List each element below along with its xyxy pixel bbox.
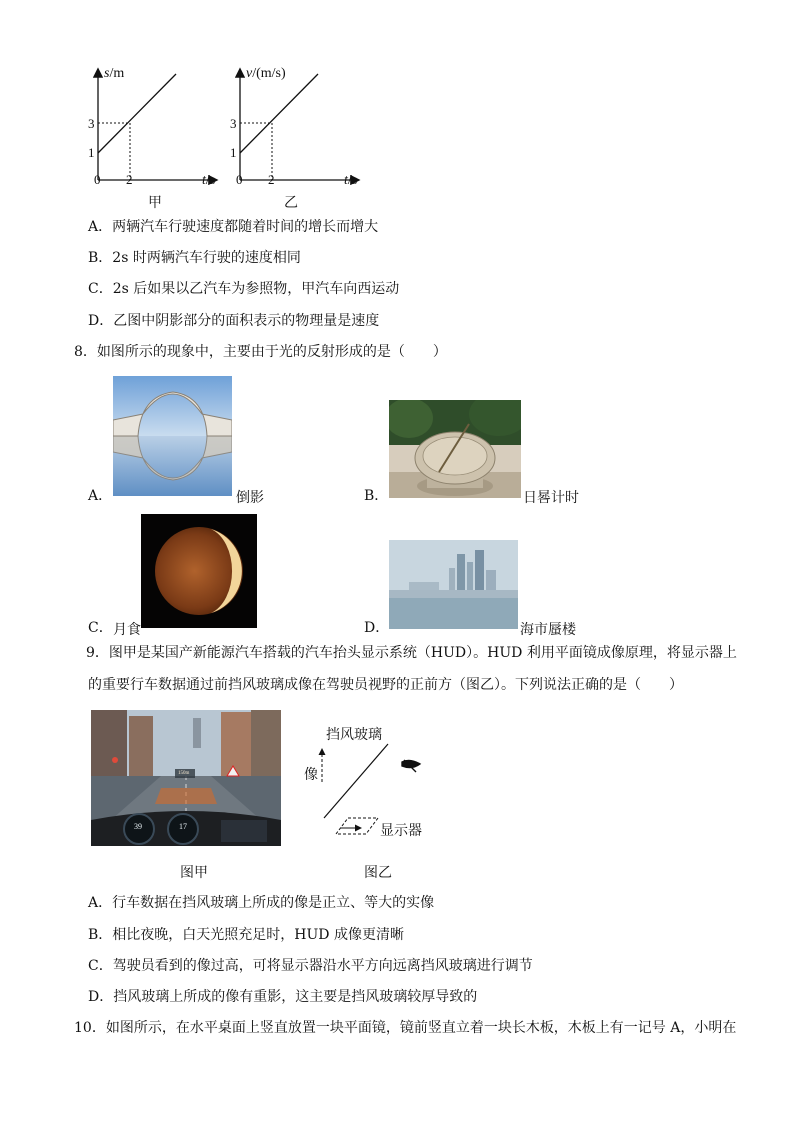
fig-yi-caption: 图乙 xyxy=(364,865,392,881)
q7-option-c: C．2s 后如果以乙汽车为参照物，甲汽车向西运动 xyxy=(88,281,400,297)
q8-a-label: 倒影 xyxy=(236,490,264,506)
q7-option-d: D．乙图中阴影部分的面积表示的物理量是速度 xyxy=(88,313,380,329)
diagram-windshield-label: 挡风玻璃 xyxy=(326,727,382,743)
q8-d-letter: D． xyxy=(364,620,390,636)
q10-stem: 10．如图所示，在水平桌面上竖直放置一块平面镜，镜前竖直立着一块长木板，木板上有一记号 A，小明在 xyxy=(74,1020,737,1036)
q7-option-a: A．两辆汽车行驶速度都随着时间的增长而增大 xyxy=(88,219,379,235)
q8-b-letter: B． xyxy=(364,488,389,504)
graph-line xyxy=(240,74,318,153)
q8-b-label: 日晷计时 xyxy=(523,490,579,506)
diagram-image-label: 像 xyxy=(304,767,318,783)
q8-c-letter: C． xyxy=(88,620,113,636)
q9-stem-line1: 9．图甲是某国产新能源汽车搭载的汽车抬头显示系统（HUD）。HUD 利用平面镜成像原理，将显示器上 xyxy=(86,645,737,661)
graph-jia-tick-1: 1 xyxy=(88,145,95,160)
graph-yi-tick-2: 2 xyxy=(268,172,275,187)
graph-jia-ylabel: s/m xyxy=(104,66,125,81)
graph-line xyxy=(98,74,176,153)
graph-jia-xlabel: t/s xyxy=(202,173,216,188)
graph-yi-tick-0: 0 xyxy=(236,172,243,187)
graph-jia-tick-3: 3 xyxy=(88,116,95,131)
graph-jia-caption: 甲 xyxy=(148,195,162,211)
q8-a-letter: A． xyxy=(88,488,113,504)
q9-option-d: D．挡风玻璃上所成的像有重影，这主要是挡风玻璃较厚导致的 xyxy=(88,989,478,1005)
q9-option-c: C．驾驶员看到的像过高，可将显示器沿水平方向远离挡风玻璃进行调节 xyxy=(88,958,533,974)
sundial-image xyxy=(389,400,521,498)
lunar-eclipse-image xyxy=(141,514,257,628)
display-outline xyxy=(336,818,378,834)
q9-stem-line2: 的重要行车数据通过前挡风玻璃成像在驾驶员视野的正前方（图乙）。下列说法正确的是（ ） xyxy=(88,677,683,693)
q8-d-label: 海市蜃楼 xyxy=(520,622,576,638)
graph-yi-xlabel: t/s xyxy=(344,173,358,188)
diagram-display-label: 显示器 xyxy=(380,823,422,839)
bridge-reflection-image xyxy=(113,376,232,496)
graph-yi xyxy=(222,62,372,212)
graph-jia-tick-0: 0 xyxy=(94,172,101,187)
hud-speed: 39 xyxy=(134,822,142,831)
graph-yi-tick-1: 1 xyxy=(230,145,237,160)
mirage-image xyxy=(389,540,518,629)
q7-option-b: B．2s 时两辆汽车行驶的速度相同 xyxy=(88,250,301,266)
graph-jia-tick-2: 2 xyxy=(126,172,133,187)
graph-yi-caption: 乙 xyxy=(284,195,298,211)
fig-jia-caption: 图甲 xyxy=(180,865,208,881)
hud-gear: 17 xyxy=(179,822,187,831)
q9-option-a: A．行车数据在挡风玻璃上所成的像是正立、等大的实像 xyxy=(88,895,435,911)
hud-distance: 150m xyxy=(178,771,190,776)
graph-yi-ylabel: v/(m/s) xyxy=(246,66,286,81)
graph-jia xyxy=(80,62,230,212)
windshield-line xyxy=(324,744,388,818)
eye-icon xyxy=(402,760,420,772)
q8-c-label: 月食 xyxy=(113,622,141,638)
q8-stem: 8．如图所示的现象中，主要由于光的反射形成的是（ ） xyxy=(74,344,447,360)
q9-option-b: B．相比夜晚，白天光照充足时，HUD 成像更清晰 xyxy=(88,927,404,943)
graph-yi-tick-3: 3 xyxy=(230,116,237,131)
